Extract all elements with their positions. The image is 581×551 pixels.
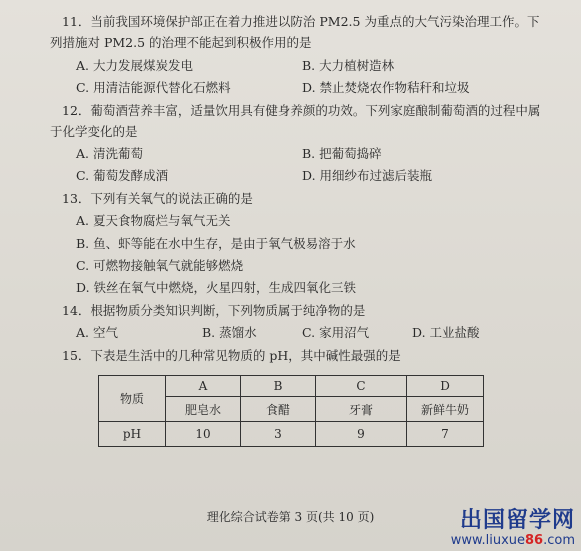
q13-stem: 13．下列有关氧气的说法正确的是	[62, 191, 253, 206]
table-ph-c: 9	[316, 422, 407, 447]
q12-stem-line2: 于化学变化的是	[50, 124, 138, 139]
q13-option-b: B. 鱼、虾等能在水中生存，是由于氧气极易溶于水	[76, 236, 356, 251]
table-ph-d: 7	[407, 422, 484, 447]
table-ph-b: 3	[241, 422, 316, 447]
table-row-label: pH	[99, 422, 166, 447]
table-letter-c: C	[316, 376, 407, 397]
table-header-label: 物质	[99, 376, 166, 422]
table-letter-a: A	[166, 376, 241, 397]
table-substance-b: 食醋	[241, 397, 316, 422]
q12-option-c: C. 葡萄发酵成酒	[76, 168, 169, 183]
q12-stem-line1: 12．葡萄酒营养丰富，适量饮用具有健身养颜的功效。下列家庭酿制葡萄酒的过程中属	[62, 103, 541, 118]
q11-stem-line1: 11．当前我国环境保护部正在着力推进以防治 PM2.5 为重点的大气污染治理工作。下	[62, 14, 540, 29]
q14-stem: 14．根据物质分类知识判断，下列物质属于纯净物的是	[62, 303, 366, 318]
table-letter-b: B	[241, 376, 316, 397]
ph-table	[98, 375, 484, 447]
site-watermark	[451, 510, 575, 547]
q14-option-d: D. 工业盐酸	[412, 325, 480, 340]
q12-option-a: A. 清洗葡萄	[76, 146, 143, 161]
page-footer: 理化综合试卷第 3 页(共 10 页)	[206, 510, 375, 524]
watermark-url: www.liuxue86.com	[450, 533, 575, 548]
table-ph-a: 10	[166, 422, 241, 447]
watermark-logo-text: 出国留学网	[459, 508, 575, 533]
q12-option-d: D. 用细纱布过滤后装瓶	[302, 168, 433, 183]
table-substance-c: 牙膏	[316, 397, 407, 422]
table-substance-d: 新鲜牛奶	[407, 397, 484, 422]
q11-option-d: D. 禁止焚烧农作物秸秆和垃圾	[302, 80, 470, 95]
q11-option-b: B. 大力植树造林	[302, 58, 395, 73]
q11-stem-line2: 列措施对 PM2.5 的治理不能起到积极作用的是	[50, 35, 312, 50]
q13-option-a: A. 夏天食物腐烂与氧气无关	[76, 213, 231, 228]
q14-option-c: C. 家用沼气	[302, 325, 370, 340]
q13-option-d: D. 铁丝在氧气中燃烧，火星四射，生成四氧化三铁	[76, 280, 357, 295]
q15-stem: 15．下表是生活中的几种常见物质的 pH，其中碱性最强的是	[62, 348, 401, 363]
table-substance-a: 肥皂水	[166, 397, 241, 422]
q13-option-c: C. 可燃物接触氧气就能够燃烧	[76, 258, 244, 273]
q11-option-a: A. 大力发展煤炭发电	[76, 58, 193, 73]
q14-option-a: A. 空气	[76, 325, 118, 340]
q14-option-b: B. 蒸馏水	[202, 325, 257, 340]
table-letter-d: D	[407, 376, 484, 397]
q11-option-c: C. 用清洁能源代替化石燃料	[76, 80, 231, 95]
q12-option-b: B. 把葡萄捣碎	[302, 146, 382, 161]
